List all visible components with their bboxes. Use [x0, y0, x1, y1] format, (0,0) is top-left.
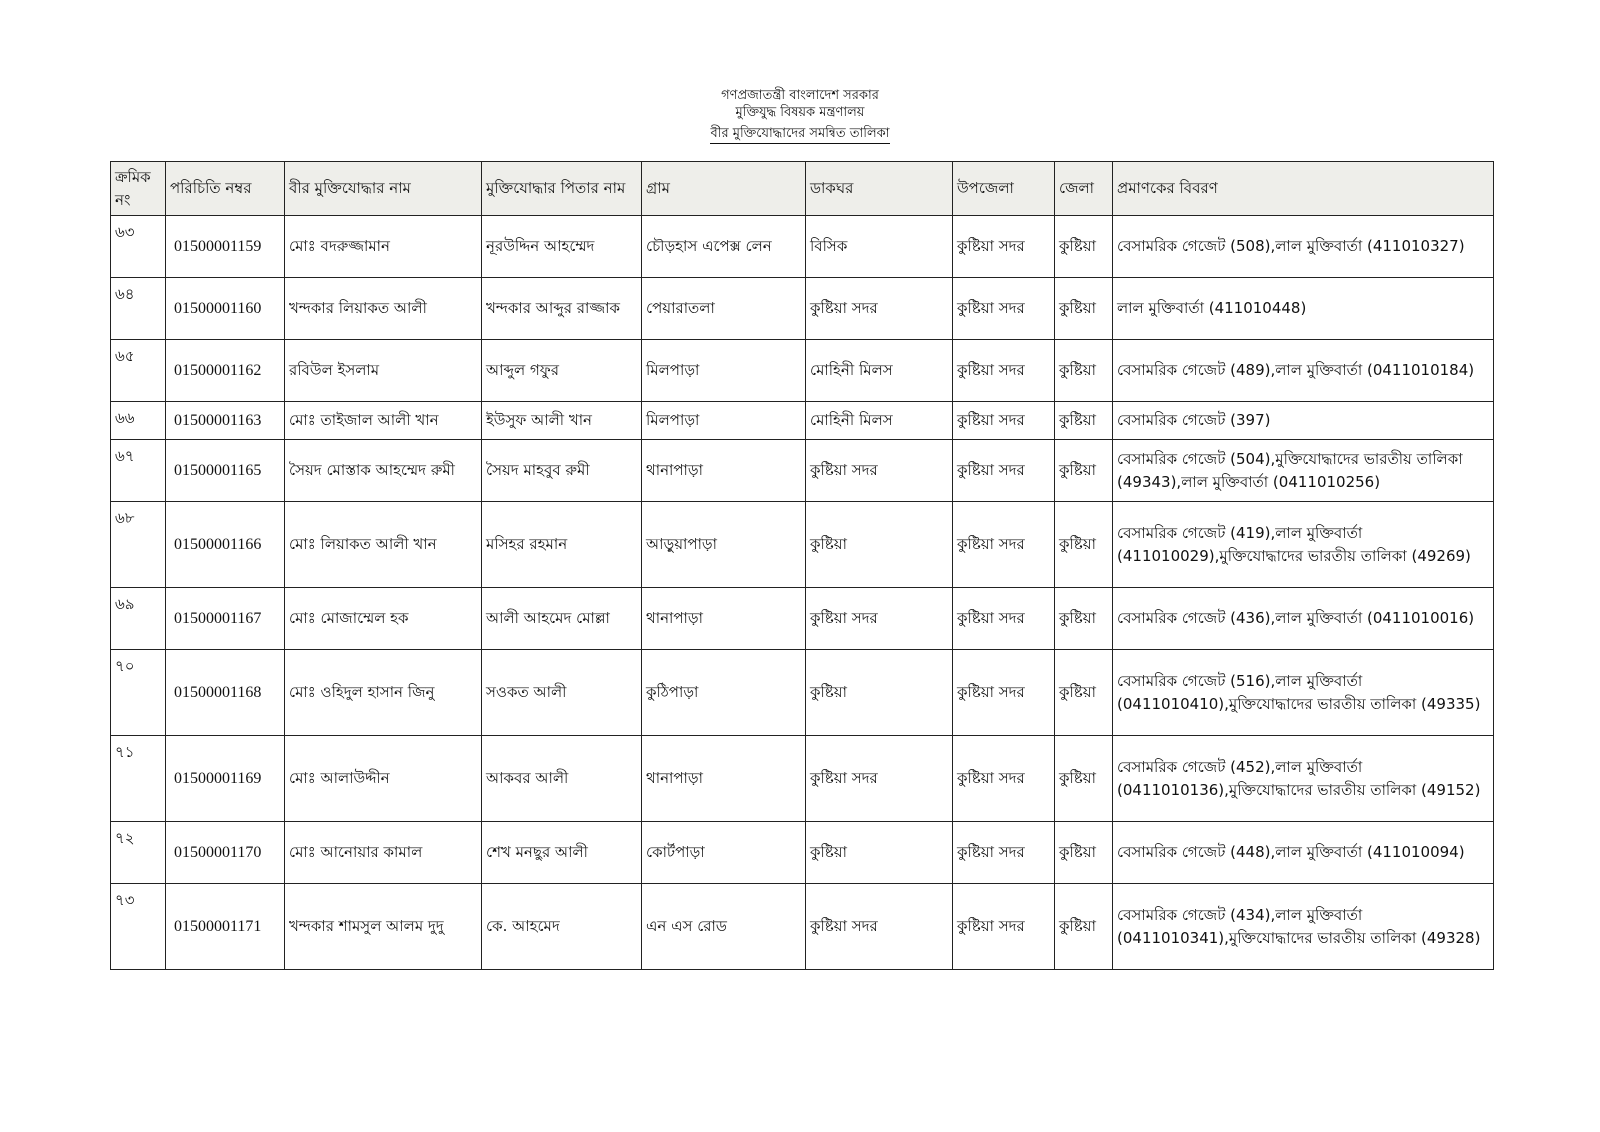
district-cell: কুষ্টিয়া	[1055, 650, 1113, 736]
father-name-cell: কে. আহমেদ	[482, 884, 642, 970]
upazila-cell: কুষ্টিয়া সদর	[953, 502, 1055, 588]
column-evidence-header: প্রমাণকের বিবরণ	[1113, 162, 1494, 216]
post-office-cell: কুষ্টিয়া	[806, 502, 953, 588]
father-name-cell: শেখ মনছুর আলী	[482, 822, 642, 884]
village-cell: মিলপাড়া	[642, 340, 806, 402]
table-body	[111, 216, 1494, 970]
fighter-name-cell: মোঃ তাইজাল আলী খান	[285, 402, 482, 440]
document-header	[0, 87, 1600, 144]
id-number-cell: 01500001166	[166, 502, 285, 588]
father-name-cell: খন্দকার আব্দুর রাজ্জাক	[482, 278, 642, 340]
district-cell: কুষ্টিয়া	[1055, 340, 1113, 402]
district-cell: কুষ্টিয়া	[1055, 278, 1113, 340]
district-cell: কুষ্টিয়া	[1055, 502, 1113, 588]
list-title: বীর মুক্তিযোদ্ধাদের সমন্বিত তালিকা	[710, 125, 889, 144]
evidence-cell: লাল মুক্তিবার্তা (411010448)	[1113, 278, 1494, 340]
serial-cell: ৭০	[111, 650, 166, 736]
serial-cell: ৬৬	[111, 402, 166, 440]
upazila-cell: কুষ্টিয়া সদর	[953, 402, 1055, 440]
village-cell: কোর্টপাড়া	[642, 822, 806, 884]
fighter-name-cell: মোঃ মোজাম্মেল হক	[285, 588, 482, 650]
village-cell: কুঠিপাড়া	[642, 650, 806, 736]
village-cell: এন এস রোড	[642, 884, 806, 970]
post-office-cell: কুষ্টিয়া সদর	[806, 588, 953, 650]
serial-cell: ৬৪	[111, 278, 166, 340]
table-row	[111, 650, 1494, 736]
post-office-cell: কুষ্টিয়া সদর	[806, 440, 953, 502]
table-row	[111, 884, 1494, 970]
table-row	[111, 278, 1494, 340]
upazila-cell: কুষ্টিয়া সদর	[953, 884, 1055, 970]
father-name-cell: সৈয়দ মাহবুব রুমী	[482, 440, 642, 502]
fighter-name-cell: মোঃ আনোয়ার কামাল	[285, 822, 482, 884]
district-cell: কুষ্টিয়া	[1055, 822, 1113, 884]
upazila-cell: কুষ্টিয়া সদর	[953, 650, 1055, 736]
column-father-header: মুক্তিযোদ্ধার পিতার নাম	[482, 162, 642, 216]
father-name-cell: আকবর আলী	[482, 736, 642, 822]
evidence-cell: বেসামরিক গেজেট (436),লাল মুক্তিবার্তা (0411010016)	[1113, 588, 1494, 650]
table-row	[111, 340, 1494, 402]
table-row	[111, 822, 1494, 884]
fighter-name-cell: খন্দকার শামসুল আলম দুদু	[285, 884, 482, 970]
fighter-name-cell: খন্দকার লিয়াকত আলী	[285, 278, 482, 340]
district-cell: কুষ্টিয়া	[1055, 216, 1113, 278]
father-name-cell: সওকত আলী	[482, 650, 642, 736]
fighter-name-cell: মোঃ বদরুজ্জামান	[285, 216, 482, 278]
district-cell: কুষ্টিয়া	[1055, 884, 1113, 970]
evidence-cell: বেসামরিক গেজেট (452),লাল মুক্তিবার্তা (0411010136),মুক্তিযোদ্ধাদের ভারতীয় তালিকা (49152)	[1113, 736, 1494, 822]
table-row	[111, 736, 1494, 822]
serial-cell: ৬৯	[111, 588, 166, 650]
upazila-cell: কুষ্টিয়া সদর	[953, 278, 1055, 340]
evidence-cell: বেসামরিক গেজেট (516),লাল মুক্তিবার্তা (0411010410),মুক্তিযোদ্ধাদের ভারতীয় তালিকা (49335)	[1113, 650, 1494, 736]
district-cell: কুষ্টিয়া	[1055, 440, 1113, 502]
upazila-cell: কুষ্টিয়া সদর	[953, 440, 1055, 502]
village-cell: থানাপাড়া	[642, 588, 806, 650]
evidence-cell: বেসামরিক গেজেট (434),লাল মুক্তিবার্তা (0411010341),মুক্তিযোদ্ধাদের ভারতীয় তালিকা (49328)	[1113, 884, 1494, 970]
evidence-cell: বেসামরিক গেজেট (419),লাল মুক্তিবার্তা (411010029),মুক্তিযোদ্ধাদের ভারতীয় তালিকা (49269)	[1113, 502, 1494, 588]
column-name-header: বীর মুক্তিযোদ্ধার নাম	[285, 162, 482, 216]
upazila-cell: কুষ্টিয়া সদর	[953, 340, 1055, 402]
fighter-name-cell: রবিউল ইসলাম	[285, 340, 482, 402]
district-cell: কুষ্টিয়া	[1055, 402, 1113, 440]
fighter-name-cell: মোঃ লিয়াকত আলী খান	[285, 502, 482, 588]
district-cell: কুষ্টিয়া	[1055, 588, 1113, 650]
district-cell: কুষ্টিয়া	[1055, 736, 1113, 822]
post-office-cell: মোহিনী মিলস	[806, 402, 953, 440]
id-number-cell: 01500001162	[166, 340, 285, 402]
village-cell: মিলপাড়া	[642, 402, 806, 440]
id-number-cell: 01500001169	[166, 736, 285, 822]
serial-cell: ৬৫	[111, 340, 166, 402]
post-office-cell: কুষ্টিয়া সদর	[806, 736, 953, 822]
village-cell: পেয়ারাতলা	[642, 278, 806, 340]
serial-cell: ৭৩	[111, 884, 166, 970]
id-number-cell: 01500001167	[166, 588, 285, 650]
upazila-cell: কুষ্টিয়া সদর	[953, 736, 1055, 822]
evidence-cell: বেসামরিক গেজেট (397)	[1113, 402, 1494, 440]
village-cell: থানাপাড়া	[642, 736, 806, 822]
father-name-cell: মসিহর রহমান	[482, 502, 642, 588]
village-cell: থানাপাড়া	[642, 440, 806, 502]
table-row	[111, 502, 1494, 588]
table-header-row	[111, 162, 1494, 216]
serial-cell: ৬৩	[111, 216, 166, 278]
father-name-cell: আব্দুল গফুর	[482, 340, 642, 402]
fighter-name-cell: সৈয়দ মোস্তাক আহম্মেদ রুমী	[285, 440, 482, 502]
column-serial-header: ক্রমিক নং	[111, 162, 166, 216]
evidence-cell: বেসামরিক গেজেট (448),লাল মুক্তিবার্তা (411010094)	[1113, 822, 1494, 884]
freedom-fighter-table	[110, 161, 1494, 970]
table-row	[111, 440, 1494, 502]
evidence-cell: বেসামরিক গেজেট (489),লাল মুক্তিবার্তা (0411010184)	[1113, 340, 1494, 402]
serial-cell: ৬৮	[111, 502, 166, 588]
upazila-cell: কুষ্টিয়া সদর	[953, 216, 1055, 278]
post-office-cell: কুষ্টিয়া	[806, 822, 953, 884]
upazila-cell: কুষ্টিয়া সদর	[953, 822, 1055, 884]
government-name: গণপ্রজাতন্ত্রী বাংলাদেশ সরকার	[721, 88, 879, 103]
id-number-cell: 01500001168	[166, 650, 285, 736]
column-upazila-header: উপজেলা	[953, 162, 1055, 216]
column-id-header: পরিচিতি নম্বর	[166, 162, 285, 216]
fighter-name-cell: মোঃ আলাউদ্দীন	[285, 736, 482, 822]
post-office-cell: মোহিনী মিলস	[806, 340, 953, 402]
table-row	[111, 402, 1494, 440]
column-village-header: গ্রাম	[642, 162, 806, 216]
post-office-cell: কুষ্টিয়া সদর	[806, 884, 953, 970]
id-number-cell: 01500001160	[166, 278, 285, 340]
father-name-cell: নূরউদ্দিন আহম্মেদ	[482, 216, 642, 278]
serial-cell: ৭১	[111, 736, 166, 822]
father-name-cell: ইউসুফ আলী খান	[482, 402, 642, 440]
village-cell: আড়ুয়াপাড়া	[642, 502, 806, 588]
post-office-cell: কুষ্টিয়া	[806, 650, 953, 736]
table-row	[111, 588, 1494, 650]
id-number-cell: 01500001159	[166, 216, 285, 278]
fighter-name-cell: মোঃ ওহিদুল হাসান জিনু	[285, 650, 482, 736]
ministry-name: মুক্তিযুদ্ধ বিষয়ক মন্ত্রণালয়	[735, 105, 865, 120]
serial-cell: ৭২	[111, 822, 166, 884]
column-district-header: জেলা	[1055, 162, 1113, 216]
id-number-cell: 01500001171	[166, 884, 285, 970]
table-row	[111, 216, 1494, 278]
column-post-office-header: ডাকঘর	[806, 162, 953, 216]
id-number-cell: 01500001170	[166, 822, 285, 884]
post-office-cell: বিসিক	[806, 216, 953, 278]
evidence-cell: বেসামরিক গেজেট (504),মুক্তিযোদ্ধাদের ভারতীয় তালিকা (49343),লাল মুক্তিবার্তা (0411010256)	[1113, 440, 1494, 502]
evidence-cell: বেসামরিক গেজেট (508),লাল মুক্তিবার্তা (411010327)	[1113, 216, 1494, 278]
father-name-cell: আলী আহমেদ মোল্লা	[482, 588, 642, 650]
village-cell: চৌড়হাস এপেক্স লেন	[642, 216, 806, 278]
id-number-cell: 01500001163	[166, 402, 285, 440]
upazila-cell: কুষ্টিয়া সদর	[953, 588, 1055, 650]
id-number-cell: 01500001165	[166, 440, 285, 502]
serial-cell: ৬৭	[111, 440, 166, 502]
post-office-cell: কুষ্টিয়া সদর	[806, 278, 953, 340]
